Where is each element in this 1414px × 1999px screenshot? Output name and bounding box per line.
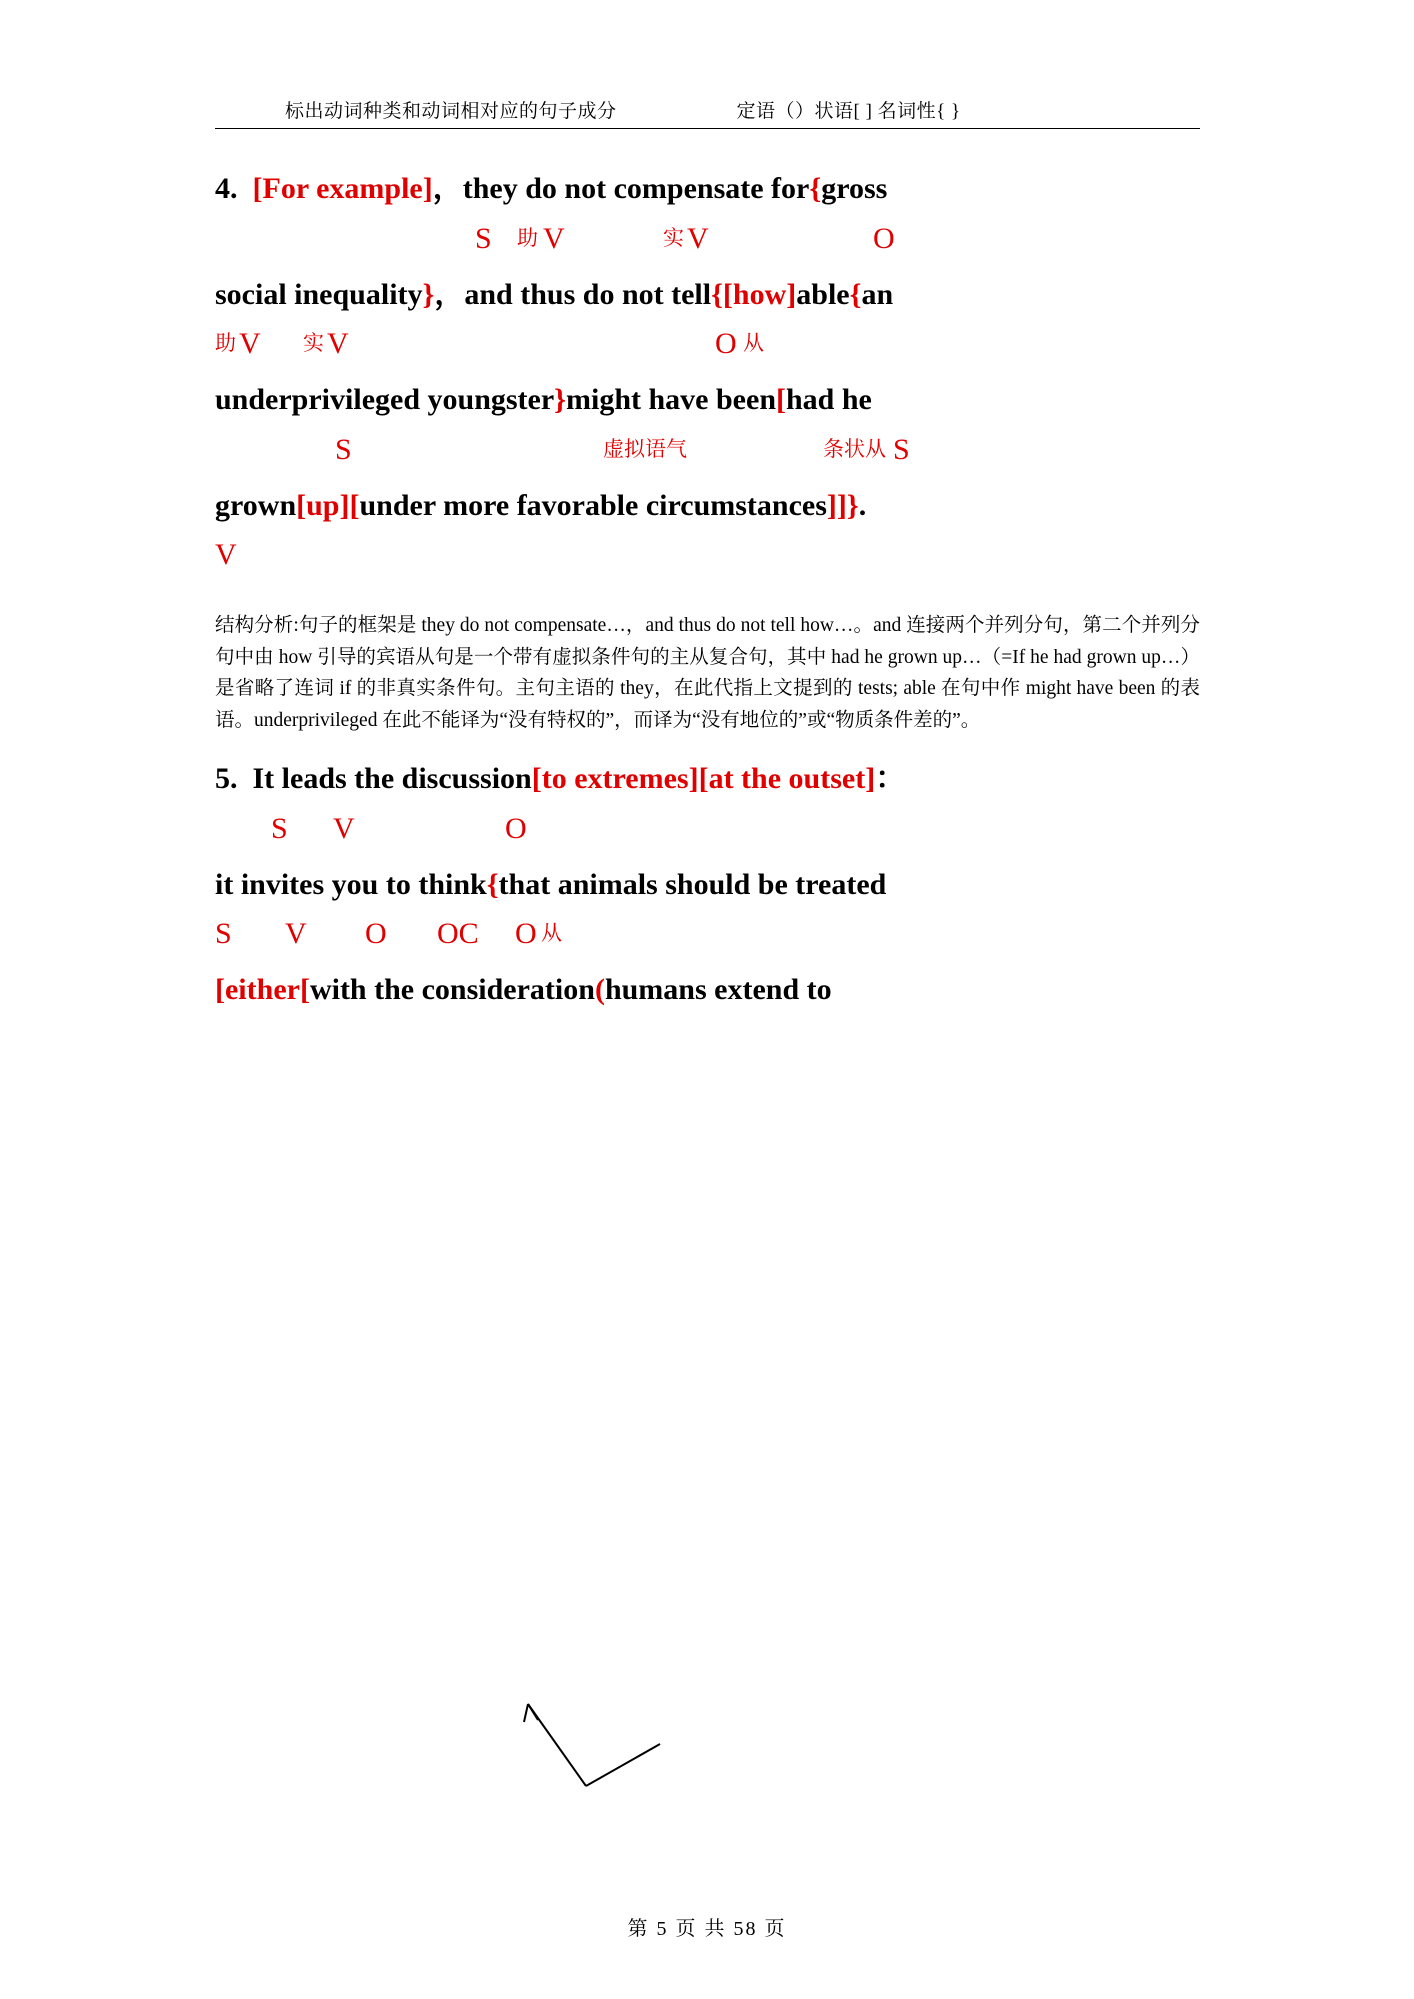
grammar-label: OC: [437, 917, 479, 951]
annotation-row: [215, 909, 1200, 971]
marked-text: [up][: [296, 488, 360, 522]
page-footer: 第 5 页 共 58 页: [627, 1918, 787, 1940]
marked-text: [: [776, 383, 786, 416]
grammar-label: S: [215, 917, 232, 951]
grammar-label: 实: [303, 331, 324, 355]
document-content: [215, 170, 1200, 1015]
grammar-label: 虚拟语气: [603, 436, 687, 461]
grammar-label: V: [285, 917, 307, 951]
sentence-line: [215, 866, 1200, 904]
sentence-text: that animals should be treated: [498, 867, 887, 901]
marked-text: {: [486, 867, 499, 901]
sentence-line: [215, 276, 1200, 314]
marked-text: [either[: [215, 973, 310, 1007]
sentence-line: [215, 170, 1200, 208]
annotation-row: [215, 214, 1200, 276]
grammar-label: V: [543, 221, 565, 255]
grammar-label: O: [715, 327, 737, 360]
grammar-label: V: [239, 327, 261, 360]
sentence-text: .: [858, 488, 867, 522]
marked-text: {: [849, 277, 862, 311]
sentence-text: had he: [786, 383, 872, 416]
sentence-text: underprivileged youngster: [215, 383, 555, 416]
sentence-text: humans extend to: [604, 973, 832, 1007]
grammar-label: O: [365, 917, 387, 951]
grammar-label: 条状从: [823, 436, 886, 461]
grammar-label: O: [873, 221, 895, 255]
sentence-text: might have been: [566, 383, 776, 416]
grammar-label: 从: [541, 921, 562, 946]
grammar-label: S: [893, 432, 910, 466]
header-divider: [215, 128, 1200, 129]
grammar-label: V: [327, 327, 349, 360]
annotation-row: [215, 530, 1200, 592]
sentence-text: grown: [215, 488, 297, 522]
marked-text: [For example]: [252, 172, 433, 205]
grammar-label: 助: [215, 331, 236, 355]
sentence-line: [215, 487, 1200, 525]
grammar-label: 助: [517, 225, 538, 250]
header-left-text: 标出动词种类和动词相对应的句子成分: [285, 101, 617, 122]
marked-text: }: [554, 383, 566, 416]
marked-text: (: [594, 973, 605, 1007]
sentence-text: with the consideration: [309, 973, 595, 1007]
sentence-text: gross: [821, 172, 888, 205]
grammar-label: S: [271, 811, 288, 845]
annotation-row: [215, 804, 1200, 866]
grammar-label: V: [215, 538, 237, 571]
hand-drawn-arrow: [520, 1700, 720, 1810]
grammar-label: V: [333, 811, 355, 845]
marked-text: {[how]: [711, 277, 797, 311]
exercise-item-4: [215, 170, 1200, 736]
grammar-label: S: [335, 432, 352, 466]
marked-text: ]]}: [826, 488, 859, 522]
sentence-line: [215, 760, 1200, 798]
structure-analysis-paragraph: 结构分析:句子的框架是 they do not compensate…，and thus do not tell how…。and 连接两个并列分句，第二个并列分句中由 how 引导的宾语从句是一个带有虚拟条件句的主从复合句，其中 had he grown up…（=If he had grown up…）是省略了连词 if 的非真实条件句。主句主语的 they，在此代指上文提到的 tests; able 在句中作 might have been 的表语。underprivileged 在此不能译为“没有特权的”，而译为“没有地位的”或“物质条件差的”。: [215, 615, 1200, 731]
marked-text: {: [809, 172, 822, 205]
marked-text: }: [422, 277, 435, 311]
sentence-text: ，they do not compensate for: [432, 172, 810, 205]
sentence-text: ，and thus do not tell: [434, 277, 712, 311]
header-right-text: 定语（）状语[ ] 名词性{ }: [736, 101, 961, 122]
sentence-text: 5. It leads the discussion: [215, 762, 532, 796]
exercise-item-5: [215, 760, 1200, 1009]
grammar-label: S: [475, 221, 492, 255]
sentence-line: [215, 971, 1200, 1009]
sentence-text: ：: [875, 762, 906, 796]
annotation-row: [215, 425, 1200, 487]
sentence-text: able: [796, 277, 850, 311]
sentence-text: under more favorable circumstances: [359, 488, 827, 522]
sentence-text: 4.: [215, 172, 253, 205]
sentence-text: social inequality: [215, 277, 423, 311]
sentence-text: it invites you to think: [215, 867, 487, 901]
annotation-row: [215, 319, 1200, 381]
grammar-label: O: [505, 811, 527, 845]
grammar-label: O: [515, 917, 537, 951]
sentence-line: [215, 381, 1200, 419]
grammar-label: 实: [663, 225, 684, 250]
sentence-text: an: [861, 277, 894, 311]
marked-text: [to extremes][at the outset]: [531, 762, 876, 796]
grammar-label: 从: [743, 331, 764, 355]
grammar-label: V: [687, 221, 709, 255]
page-header: [215, 96, 1200, 123]
